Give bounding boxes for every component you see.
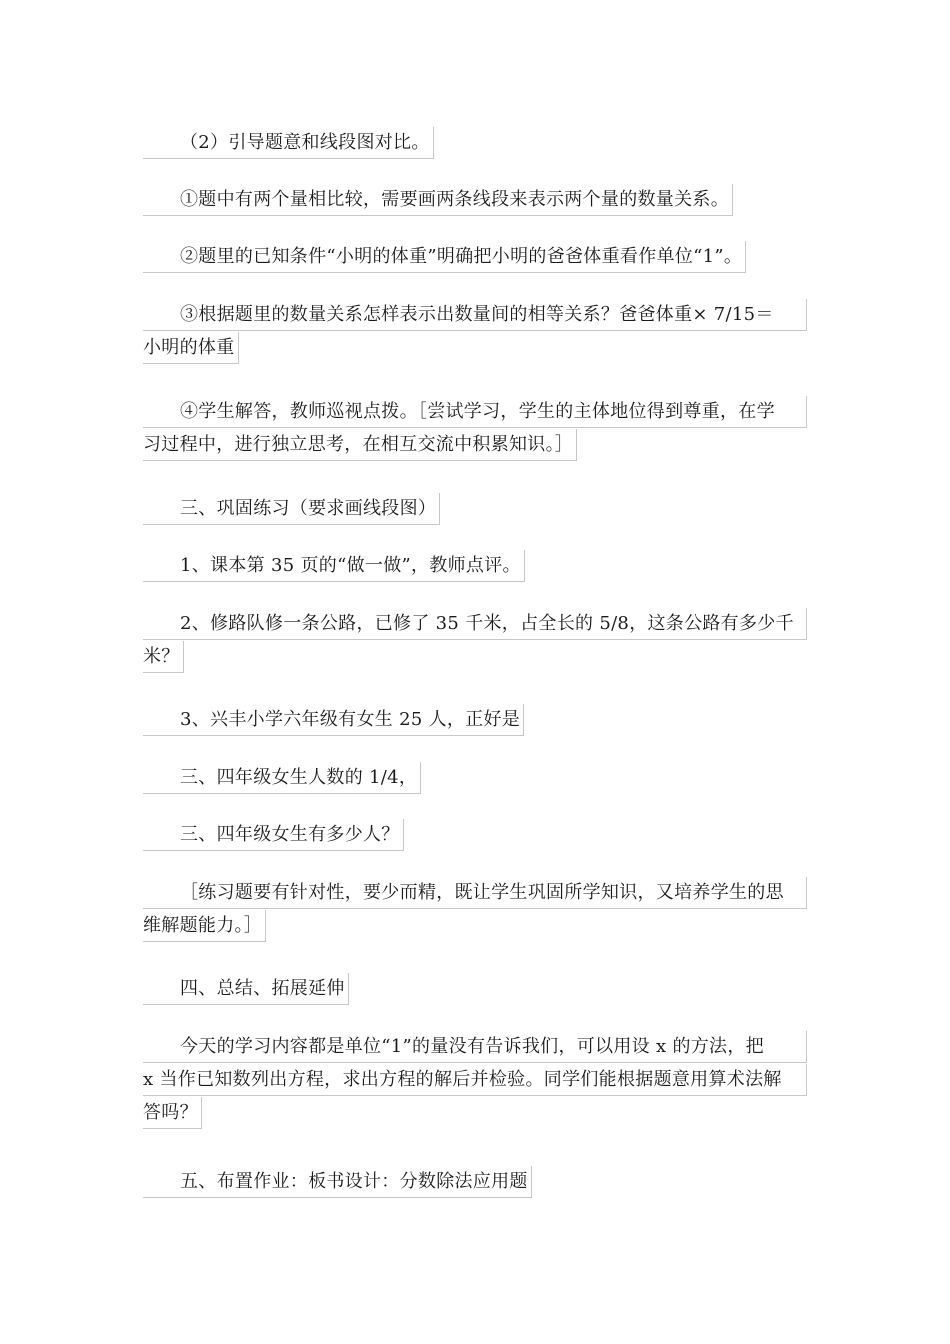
text-line: ①题中有两个量相比较，需要画两条线段来表示两个量的数量关系。 [143,184,733,216]
paragraph-point-2 [143,240,807,273]
exercise-2 [143,607,807,673]
text-line: 今天的学习内容都是单位“1”的量没有告诉我们，可以用设 x 的方法，把 [143,1031,807,1063]
text-line: 2、修路队修一条公路，已修了 35 千米，占全长的 5/8，这条公路有多少千 [143,608,807,640]
exercise-1 [143,549,807,582]
text-line: 小明的体重 [143,332,239,364]
paragraph-point-4 [143,395,807,461]
text-line: ［练习题要有针对性，要少而精，既让学生巩固所学知识，又培养学生的思 [143,877,807,909]
text-line: ②题里的已知条件“小明的体重”明确把小明的爸爸体重看作单位“1”。 [143,241,746,273]
text-line: 三、四年级女生人数的 1/4， [143,762,421,794]
text-line: 维解题能力。］ [143,910,266,942]
text-line: 三、巩固练习（要求画线段图） [143,493,440,525]
text-line: x 当作已知数列出方程，求出方程的解后并检验。同学们能根据题意用算术法解 [143,1064,807,1096]
text-line: 五、布置作业：板书设计：分数除法应用题 [143,1166,532,1198]
paragraph-point-1 [143,183,807,216]
text-line: ③根据题里的数量关系怎样表示出数量间的相等关系？爸爸体重× 7/15＝ [143,299,807,331]
section-heading-homework [143,1165,807,1198]
exercise-3-question [143,818,807,851]
text-line: 米？ [143,641,184,673]
paragraph-guide-compare [143,126,807,159]
text-line: 四、总结、拓展延伸 [143,973,349,1005]
text-line: 三、四年级女生有多少人？ [143,819,404,851]
section-heading-practice [143,492,807,525]
exercise-3-continued [143,761,807,794]
text-line: 答吗？ [143,1097,202,1129]
section-heading-summary [143,972,807,1005]
exercise-3 [143,703,807,736]
paragraph-practice-note [143,876,807,942]
text-line: 习过程中，进行独立思考，在相互交流中积累知识。］ [143,429,577,461]
text-line: 3、兴丰小学六年级有女生 25 人，正好是 [143,704,524,736]
text-line: ④学生解答，教师巡视点拨。［尝试学习，学生的主体地位得到尊重，在学 [143,396,807,428]
paragraph-point-3 [143,298,807,364]
paragraph-summary [143,1030,807,1129]
text-line: （2）引导题意和线段图对比。 [143,127,434,159]
text-line: 1、课本第 35 页的“做一做”，教师点评。 [143,550,525,582]
